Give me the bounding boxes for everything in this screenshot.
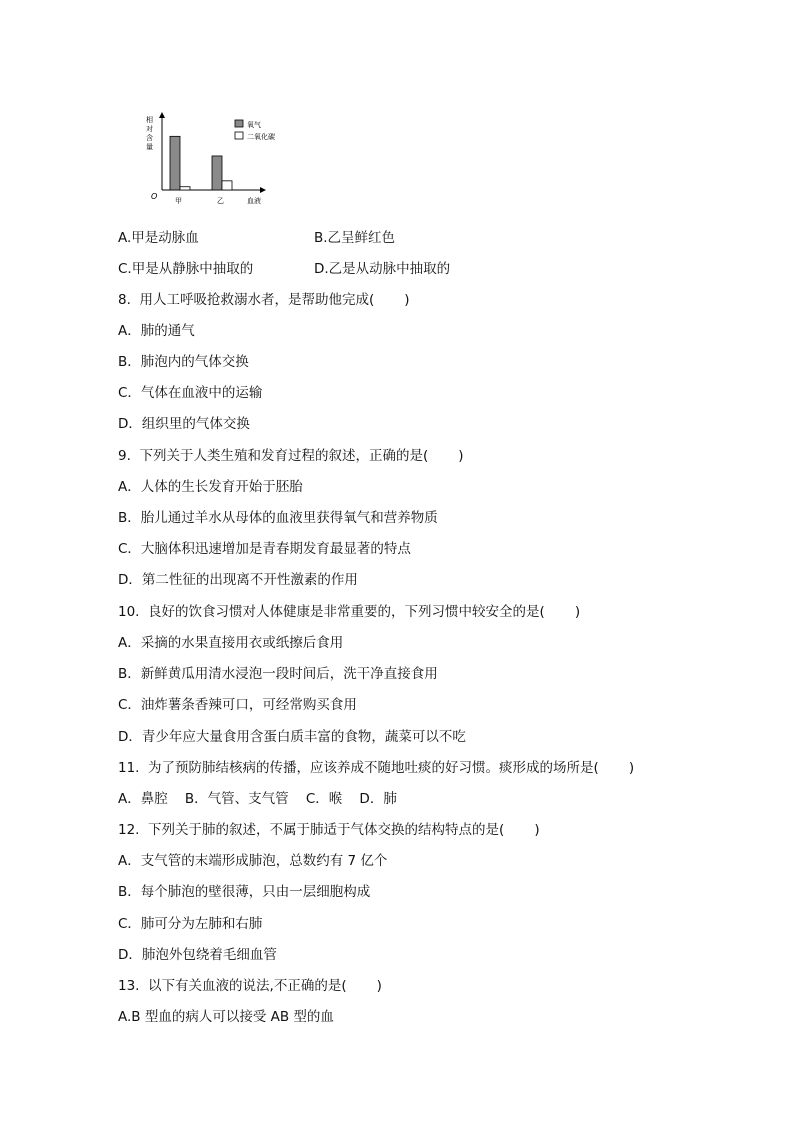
origin-label: O — [151, 192, 158, 201]
q8-option-b: B．肺泡内的气体交换 — [118, 354, 249, 370]
q7-option-c: C.甲是从静脉中抽取的 — [118, 261, 254, 277]
y-axis-arrow — [159, 112, 165, 118]
q8-stem: 8. 用人工呼吸抢救溺水者，是帮助他完成( ) — [118, 292, 410, 308]
q10-option-a: A．采摘的水果直接用衣或纸擦后食用 — [118, 635, 344, 651]
q12-option-c: C．肺可分为左肺和右肺 — [118, 916, 263, 932]
legend-label: 二氧化碳 — [247, 133, 275, 141]
q13-stem: 13. 以下有关血液的说法,不正确的是( ) — [118, 978, 382, 994]
y-axis-label — [146, 115, 153, 151]
q12-option-b: B．每个肺泡的壁很薄，只由一层细胞构成 — [118, 884, 371, 900]
q10-option-d: D．青少年应大量食用含蛋白质丰富的食物，蔬菜可以不吃 — [118, 729, 466, 745]
q10-option-c: C．油炸薯条香辣可口，可经常购买食用 — [118, 697, 357, 713]
q7-option-a: A.甲是动脉血 — [118, 230, 199, 246]
q8-option-d: D．组织里的气体交换 — [118, 416, 250, 432]
q9-option-d: D．第二性征的出现离不开性激素的作用 — [118, 572, 358, 588]
q9-option-b: B．胎儿通过羊水从母体的血液里获得氧气和营养物质 — [118, 510, 438, 526]
q10-stem: 10. 良好的饮食习惯对人体健康是非常重要的，下列习惯中较安全的是( ) — [118, 604, 581, 620]
legend-swatch — [235, 120, 243, 127]
bar-oxygen-1 — [212, 156, 222, 190]
q12-option-a: A．支气管的末端形成肺泡，总数约有 7 亿个 — [118, 853, 388, 869]
y-axis-label-char: 含 — [146, 134, 153, 142]
x-tick-label: 甲 — [175, 197, 182, 205]
q8-option-a: A．肺的通气 — [118, 323, 195, 339]
bar-co2-0 — [180, 187, 190, 190]
q12-stem: 12. 下列关于肺的叙述，不属于肺适于气体交换的结构特点的是( ) — [118, 822, 540, 838]
q11-stem: 11. 为了预防肺结核病的传播，应该养成不随地吐痰的好习惯。痰形成的场所是( ) — [118, 760, 635, 776]
q13-option-a: A.B 型血的病人可以接受 AB 型的血 — [118, 1009, 334, 1025]
q7-option-b: B.乙呈鲜红色 — [314, 230, 396, 246]
q10-option-b: B．新鲜黄瓜用清水浸泡一段时间后，洗干净直接食用 — [118, 666, 438, 682]
x-axis-label: 血液 — [247, 197, 261, 205]
x-axis-arrow — [260, 187, 266, 193]
q11-options: A．鼻腔 B．气管、支气管 C．喉 D．肺 — [118, 791, 397, 807]
q9-stem: 9. 下列关于人类生殖和发育过程的叙述，正确的是( ) — [118, 448, 464, 464]
bar-co2-1 — [222, 181, 232, 190]
y-axis-label-char: 对 — [146, 125, 153, 133]
bar-oxygen-0 — [170, 136, 180, 190]
x-tick-label: 乙 — [217, 197, 224, 205]
q7-option-d: D.乙是从动脉中抽取的 — [314, 261, 451, 277]
y-axis-label-char: 量 — [146, 143, 153, 151]
y-axis-label-char: 相 — [146, 116, 153, 124]
blood-gas-bar-chart — [140, 110, 300, 210]
q8-option-c: C．气体在血液中的运输 — [118, 385, 263, 401]
q9-option-a: A．人体的生长发育开始于胚胎 — [118, 479, 303, 495]
q12-option-d: D．肺泡外包绕着毛细血管 — [118, 947, 277, 963]
legend-swatch — [235, 132, 243, 139]
legend — [235, 120, 275, 141]
q9-option-c: C．大脑体积迅速增加是青春期发育最显著的特点 — [118, 541, 411, 557]
legend-label: 氧气 — [247, 121, 261, 129]
